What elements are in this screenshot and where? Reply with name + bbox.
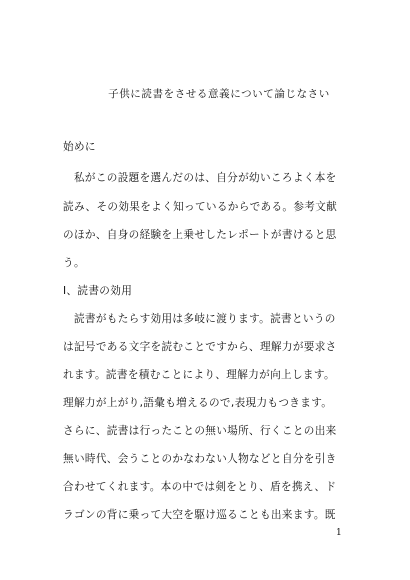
body-line: ラゴンの背に乗って大空を駆け巡ることも出来ます。既: [63, 509, 336, 521]
body-line: のほか、自身の経験を上乗せしたレポートが書けると思: [63, 229, 337, 241]
body-line: 無い時代、会うことのかなわない人物などと自分を引き: [63, 453, 337, 465]
body-line: 合わせてくれます。本の中では剣をとり、盾を携え、ド: [63, 481, 337, 493]
body-line: う。: [63, 257, 85, 269]
body-line: 私がこの設題を選んだのは、自分が幼いころよく本を: [63, 172, 337, 184]
body-line: れます。読書を積むことにより、理解力が向上します。: [63, 369, 335, 381]
page-number: 1: [336, 528, 342, 538]
body-line: は記号である文字を読むことですから、理解力が要求さ: [63, 341, 337, 353]
section-heading-reading-benefits: Ⅰ、読書の効用: [63, 285, 133, 297]
body-line: 読み、その効果をよく知っているからである。参考文献: [63, 201, 338, 213]
body-line: 読書がもたらす効用は多岐に渡ります。読書というの: [63, 313, 336, 325]
body-line: 理解力が上がり,語彙も増えるので,表現力もつきます。: [63, 397, 333, 409]
body-line: さらに、読書は行ったことの無い場所、行くことの出来: [63, 425, 337, 437]
document-title: 子供に読書をさせる意義について論じなさい: [108, 88, 330, 100]
section-heading-intro: 始めに: [63, 141, 96, 153]
